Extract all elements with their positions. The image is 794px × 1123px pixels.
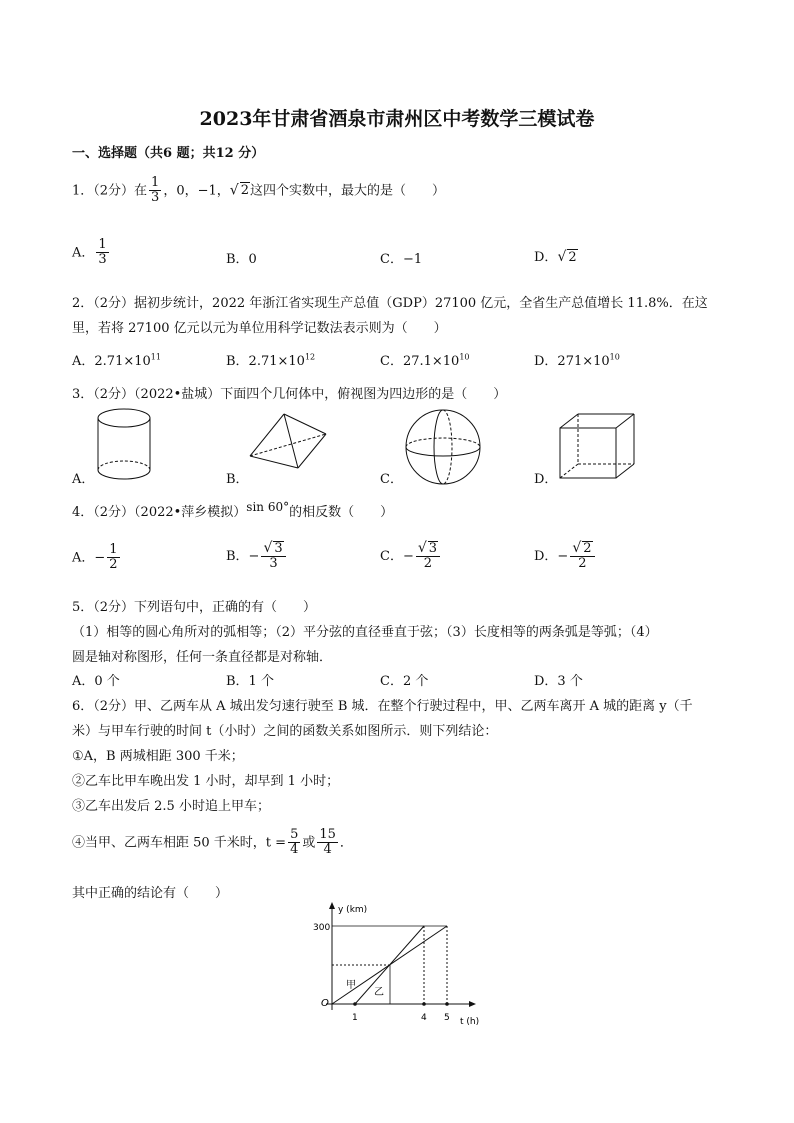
q4-suffix: 的相反数（ ） xyxy=(289,505,394,520)
q6-s4-prefix: ④当甲、乙两车相距 50 千米时，t = xyxy=(72,835,287,851)
q6-statement-4 xyxy=(72,828,353,858)
q4-b-num: 3 xyxy=(274,541,283,556)
q2-d-exp: 10 xyxy=(609,352,620,362)
q4-option-c[interactable] xyxy=(380,541,442,572)
q1-frac-num: 1 xyxy=(151,175,160,190)
y-tick-300: 300 xyxy=(313,923,331,933)
q4-prefix: 4．（2分）（2022•萍乡模拟） xyxy=(72,505,247,520)
q2-option-a[interactable] xyxy=(72,350,161,369)
q1-a-fraction xyxy=(96,238,108,268)
q5-option-a[interactable]: A．0 个 xyxy=(72,674,120,689)
q6-s4-frac-2 xyxy=(317,828,338,858)
sqrt-icon: √ xyxy=(229,182,239,199)
x-axis-label: t (h) xyxy=(460,1017,480,1027)
q2-d-text: D．271×10 xyxy=(534,354,610,369)
q1-suffix: 这四个实数中，最大的是（ ） xyxy=(249,183,445,199)
section-heading: 一、选择题（共6 题；共12 分） xyxy=(72,146,265,161)
question-4 xyxy=(72,501,393,520)
q5-option-c[interactable]: C．2 个 xyxy=(380,674,429,689)
q2-line-1: 2．（2分）据初步统计，2022 年浙江省实现生产总值（GDP）27100 亿元，全省生产总值增长 11.8%．在这 xyxy=(72,296,708,311)
q2-b-exp: 12 xyxy=(304,352,316,362)
q4-c-label: C．− xyxy=(380,548,414,564)
q4-option-d[interactable] xyxy=(534,541,597,572)
tick-dot-5 xyxy=(445,1002,449,1006)
q5-line-1: （1）相等的圆心角所对的弧相等；（2）平分弦的直径垂直于弦；（3）长度相等的两条弧是等弧；（4） xyxy=(72,625,658,640)
q2-option-c[interactable] xyxy=(380,350,470,369)
q3-text: 3．（2分）（2022•盐城）下面四个几何体中，俯视图为四边形的是（ ） xyxy=(72,387,507,402)
q6-s4-or: 或 xyxy=(302,835,316,851)
q2-option-d[interactable] xyxy=(534,350,620,369)
q6-s4-d2: 4 xyxy=(323,842,332,858)
x-tick-1: 1 xyxy=(352,1013,358,1023)
sqrt-icon: √ xyxy=(263,540,273,556)
q2-c-exp: 10 xyxy=(459,352,470,362)
q4-c-fraction xyxy=(416,541,440,572)
q2-line-2: 里，若将 27100 亿元以元为单位用科学记数法表示则为（ ） xyxy=(72,321,447,336)
q4-b-den: 3 xyxy=(269,556,278,572)
q4-b-label: B．− xyxy=(226,548,260,564)
q1-fraction xyxy=(149,176,161,206)
y-axis-arrow-icon xyxy=(329,902,335,909)
q6-s4-frac-1 xyxy=(288,828,300,858)
q2-a-exp: 11 xyxy=(150,352,161,362)
q6-ask: 其中正确的结论有（ ） xyxy=(72,886,229,901)
q4-a-label: A．− xyxy=(72,550,106,566)
q1-a-den: 3 xyxy=(98,252,107,268)
q6-line-2: 米）与甲车行驶的时间 t（小时）之间的函数关系如图所示．则下列结论： xyxy=(72,724,498,739)
q4-d-fraction xyxy=(570,541,594,572)
q2-option-b[interactable] xyxy=(226,350,315,369)
q6-statement-3: ③乙车出发后 2.5 小时追上甲车； xyxy=(72,799,270,814)
q2-b-text: B．2.71×10 xyxy=(226,354,305,369)
q4-d-label: D．− xyxy=(534,548,569,564)
sqrt-icon: √ xyxy=(557,249,567,265)
q5-option-d[interactable]: D．3 个 xyxy=(534,674,583,689)
q6-graph xyxy=(306,900,486,1030)
q4-a-fraction xyxy=(107,543,119,573)
label-jia: 甲 xyxy=(346,980,356,991)
q3-option-c[interactable]: C． xyxy=(380,472,403,487)
q3-option-d[interactable]: D． xyxy=(534,472,558,487)
q1-a-num: 1 xyxy=(98,237,107,252)
tick-dot-4 xyxy=(422,1002,426,1006)
q1-mid: ，0，−1， xyxy=(163,183,230,199)
x-axis-arrow-icon xyxy=(469,1001,476,1007)
sqrt-icon: √ xyxy=(417,540,427,556)
q6-statement-1: ①A，B 两城相距 300 千米； xyxy=(72,749,244,764)
q6-line-1: 6．（2分）甲、乙两车从 A 城出发匀速行驶至 B 城．在整个行驶过程中，甲、乙两车离开 A 城的距离 y（千 xyxy=(72,699,693,714)
q1-d-label: D． xyxy=(534,250,558,265)
label-yi: 乙 xyxy=(374,987,384,998)
q3-option-a[interactable]: A． xyxy=(72,472,95,487)
y-axis-label: y (km) xyxy=(338,905,368,915)
q5-line-2: 圆是轴对称图形，任何一条直径都是对称轴． xyxy=(72,650,333,665)
q1-frac-den: 3 xyxy=(151,190,160,206)
cylinder-icon xyxy=(94,406,154,484)
q4-a-den: 2 xyxy=(109,557,118,573)
cube-icon xyxy=(556,410,638,482)
pyramid-icon xyxy=(246,410,332,474)
q3-option-b[interactable]: B． xyxy=(226,472,249,487)
q4-b-fraction xyxy=(261,541,285,572)
x-tick-5: 5 xyxy=(444,1013,450,1023)
sphere-icon xyxy=(402,406,484,488)
q5-option-b[interactable]: B．1 个 xyxy=(226,674,274,689)
q1-d-sqrt: 2 xyxy=(568,250,577,265)
q1-a-label: A． xyxy=(72,245,95,261)
q4-option-a[interactable] xyxy=(72,543,122,573)
q4-d-den: 2 xyxy=(578,556,587,572)
q4-c-den: 2 xyxy=(423,556,433,572)
q4-option-b[interactable] xyxy=(226,541,288,572)
q1-option-d[interactable] xyxy=(534,246,578,265)
q1-option-a[interactable] xyxy=(72,238,111,268)
q6-s4-n2: 15 xyxy=(319,827,336,842)
sqrt-icon: √ xyxy=(572,540,582,556)
q1-sqrt: 2 xyxy=(240,183,249,199)
q4-a-num: 1 xyxy=(109,542,118,557)
q6-s4-end: ． xyxy=(339,835,353,851)
origin-label: O xyxy=(321,998,329,1009)
x-tick-4: 4 xyxy=(421,1013,427,1023)
q2-a-text: A．2.71×10 xyxy=(72,354,151,369)
q6-s4-n1: 5 xyxy=(290,827,299,842)
q1-option-c[interactable]: C．−1 xyxy=(380,252,423,267)
q2-c-text: C．27.1×10 xyxy=(380,354,460,369)
q4-c-num: 3 xyxy=(428,541,438,556)
q1-option-b[interactable]: B．0 xyxy=(226,252,257,267)
tick-dot-1 xyxy=(353,1002,357,1006)
q1-prefix: 1．（2分）在 xyxy=(72,183,148,199)
question-1 xyxy=(72,176,445,206)
q4-d-num: 2 xyxy=(583,541,592,556)
q6-statement-2: ②乙车比甲车晚出发 1 小时，却早到 1 小时； xyxy=(72,774,340,789)
q6-s4-d1: 4 xyxy=(290,842,299,858)
q5-text: 5．（2分）下列语句中，正确的有（ ） xyxy=(72,600,317,615)
page-title: 2023年甘肃省酒泉市肃州区中考数学三模试卷 xyxy=(199,108,595,130)
q4-func: sin 60° xyxy=(246,500,290,514)
